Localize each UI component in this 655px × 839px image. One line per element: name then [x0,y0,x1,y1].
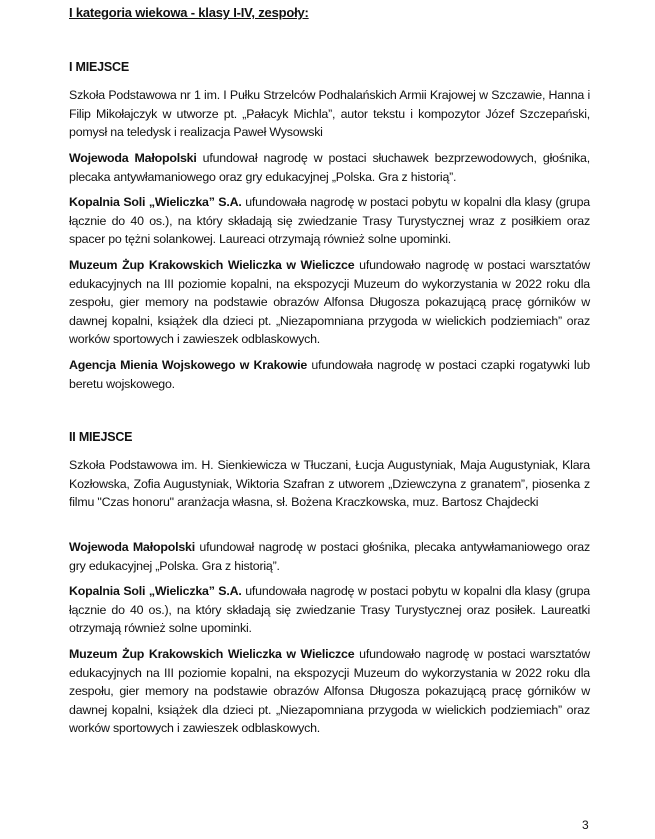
page-number: 3 [582,818,589,832]
sponsor-name: Muzeum Żup Krakowskich Wieliczka w Wieliczce [69,647,355,661]
winner-paragraph: Szkoła Podstawowa nr 1 im. I Pułku Strzelców Podhalańskich Armii Krajowej w Szczawie, Hanna i Filip Mikołajczyk w utworze pt. „Pałacyk Michla”, autor tekstu i kompozytor Józef Szczepański, pomysł na teledysk i realizacja Paweł Wysowski [69,88,590,140]
prize-text: ufundowała nagrodę w postaci czapki rogatywki lub beretu wojskowego. [69,358,590,391]
sponsor-name: Wojewoda Małopolski [69,151,197,165]
sponsor-name: Kopalnia Soli „Wieliczka” S.A. [69,584,242,598]
prize-paragraph [69,193,590,249]
prize-paragraph [69,356,590,393]
prize-paragraph [69,582,590,638]
prize-paragraph [69,149,590,186]
prize-text: ufundowało nagrodę w postaci warsztatów edukacyjnych na III poziomie kopalni, na ekspozycji Muzeum do wykorzystania w 2022 roku dla zespołu, gier memory na podstawie obrazów Alfonsa Długosza pokazującą pracę górników w dawnej kopalni, książek dla dzieci pt. „Niezapomniana przygoda w wielickich podziemiach” oraz worków sportowych i zawieszek odblaskowych. [69,647,591,736]
section-title-first-place: I MIEJSCE [69,60,130,74]
prize-text: ufundował nagrodę w postaci głośnika, plecaka antywłamaniowego oraz gry edukacyjnej „Polska. Gra z historią”. [69,540,590,573]
sponsor-name: Muzeum Żup Krakowskich Wieliczka w Wieliczce [69,258,355,272]
prize-text: ufundowała nagrodę w postaci pobytu w kopalni dla klasy (grupa łącznie do 40 os.), na który składają się zwiedzanie Trasy Turystycznej oraz posiłek. Laureatki otrzymają również solne upominki. [69,584,590,636]
sponsor-name: Agencja Mienia Wojskowego w Krakowie [69,358,308,372]
prize-paragraph [69,538,590,575]
winner-paragraph: Szkoła Podstawowa im. H. Sienkiewicza w Tłuczani, Łucja Augustyniak, Maja Augustyniak, Klara Kozłowska, Zofia Augustyniak, Wiktoria Szafran z utworem „Dziewczyna z granatem”, piosenka z filmu "Czas honoru" aranżacja własna, sł. Bożena Kraczkowska, muz. Bartosz Chajdecki [69,458,590,510]
sponsor-name: Wojewoda Małopolski [69,540,195,554]
section-title-second-place: II MIEJSCE [69,430,133,444]
prize-text: ufundował nagrodę w postaci słuchawek bezprzewodowych, głośnika, plecaka antywłamaniowego oraz gry edukacyjnej „Polska. Gra z historią”. [69,151,590,184]
prize-paragraph [69,256,590,349]
prize-text: ufundowała nagrodę w postaci pobytu w kopalni dla klasy (grupa łącznie do 40 os.), na który składają się zwiedzanie Trasy Turystycznej wraz z posiłkiem oraz spacer po tężni solankowej. Laureaci otrzymają również solne upominki. [69,195,590,247]
prize-paragraph [69,645,590,738]
prize-text: ufundowało nagrodę w postaci warsztatów edukacyjnych na III poziomie kopalni, na ekspozycji Muzeum do wykorzystania w 2022 roku dla zespołu, gier memory na podstawie obrazów Alfonsa Długosza pokazującą pracę górników w dawnej kopalni, książek dla dzieci pt. „Niezapomniana przygoda w wielickich podziemiach” oraz worków sportowych i zawieszek odblaskowych. [69,258,591,347]
sponsor-name: Kopalnia Soli „Wieliczka” S.A. [69,195,242,209]
category-heading: I kategoria wiekowa - klasy I-IV, zespoły: [69,5,309,20]
